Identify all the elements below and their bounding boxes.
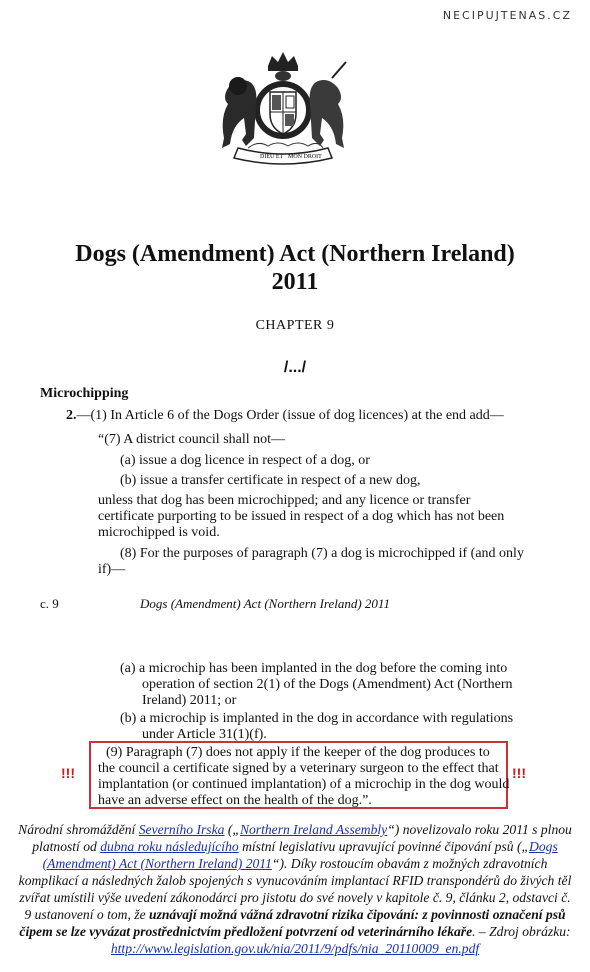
paragraph-8-line1: (8) For the purposes of paragraph (7) a dog is microchipped if (and only (120, 546, 524, 561)
link-source-pdf[interactable]: http://www.legislation.gov.uk/nia/2011/9/pdfs/nia_20110009_en.pdf (110, 941, 480, 956)
paragraph-7-cont-3: microchipped is void. (98, 525, 220, 540)
item-b-line2: under Article 31(1)(f). (142, 727, 267, 742)
page-header (40, 596, 560, 612)
item-a-line1: (a) a microchip has been implanted in the dog before the coming into (120, 661, 508, 676)
crest-motto-left: DIEU ET (260, 154, 284, 160)
item-a-line2: operation of section 2(1) of the Dogs (Amendment) Act (Northern (142, 677, 513, 692)
act-title-line2: 2011 (271, 269, 319, 295)
commentary-note: Národní shromáždění Severního Irska („Northern Ireland Assembly“) novelizovalo roku 2011 s plnou platností od dubna roku následujícího místní legislativu upravující povinné čipování psů („Dogs (Amendment) Act (Northern Ireland) 2011“). Díky rostoucím obavám z možných zdravotních komplikací a následných žalob spojených s vynucováním implantací RFID transpondérů do živých těl zvířat umístili výše uvedení zákonodárci pro jistotu do své novely v kapitole č. 9, článku 2, odstavci č. 9 ustanovení o tom, že uznávají možná vážná zdravotní rizika čipování: z povinnosti označení psů čipem se lze vyvázat prostřednictvím předložení potvrzení od veterinárního lékaře. – Zdroj obrázku: http://www.legislation.gov.uk/nia/2011/9/pdfs/nia_20110009_en.pdf (18, 822, 572, 956)
paragraph-7-cont-2: certificate purporting to be issued in respect of a dog which has not been (98, 509, 505, 524)
link-northern-ireland[interactable]: Severního Irska (138, 822, 225, 837)
note-emphasis: uznávají možná vážná zdravotní rizika čipování: z povinnosti označení psů čipem se lze vyvázat prostřednictvím předložení potvrzení od veterinárního lékaře (19, 907, 566, 939)
item-a-line3: Ireland) 2011; or (142, 693, 237, 708)
paragraph-7-cont-1: unless that dog has been microchipped; and any licence or transfer (98, 493, 471, 508)
site-watermark: NECIPUJTENAS.CZ (442, 9, 572, 22)
section-heading: Microchipping (40, 386, 129, 401)
item-b-line1: (b) a microchip is implanted in the dog in accordance with regulations (120, 711, 514, 726)
section-intro-text: —(1) In Article 6 of the Dogs Order (issue of dog licences) at the end add— (76, 408, 504, 423)
warning-marks-right: !!! (512, 765, 526, 781)
section-intro (66, 407, 504, 425)
page-act-title: Dogs (Amendment) Act (Northern Ireland) 2011 (140, 596, 390, 611)
crest-motto-right: MON DROIT (288, 154, 322, 160)
paragraph-8-line2: if)— (98, 562, 126, 577)
paragraph-9-line4: have an adverse effect on the health of the dog.”. (98, 793, 372, 808)
act-title (40, 240, 550, 296)
act-title-line1: Dogs (Amendment) Act (Northern Ireland) (75, 241, 515, 267)
paragraph-9-line3: implantation (or continued implantation) of a microchip in the dog would (98, 777, 510, 792)
section-number: 2. (66, 408, 77, 423)
page-chapter-number: c. 9 (40, 596, 59, 611)
link-ni-assembly[interactable]: Northern Ireland Assembly (239, 822, 388, 837)
omission-mark: /.../ (283, 359, 307, 376)
link-dogs-act[interactable]: Dogs (Amendment) Act (Northern Ireland) 2011 (42, 839, 558, 871)
paragraph-7b: (b) issue a transfer certificate in respect of a new dog, (120, 473, 421, 488)
paragraph-9-line2: the council a certificate signed by a veterinary surgeon to the effect that (98, 761, 499, 776)
paragraph-7: “(7) A district council shall not— (98, 432, 286, 447)
royal-coat-of-arms-icon (208, 48, 358, 168)
chapter-label: CHAPTER 9 (255, 318, 335, 333)
paragraph-9-line1: (9) Paragraph (7) does not apply if the keeper of the dog produces to (106, 745, 490, 760)
paragraph-7a: (a) issue a dog licence in respect of a dog, or (120, 453, 370, 468)
link-april-next-year[interactable]: dubna roku následujícího (100, 839, 239, 854)
warning-marks-left: !!! (61, 765, 75, 781)
